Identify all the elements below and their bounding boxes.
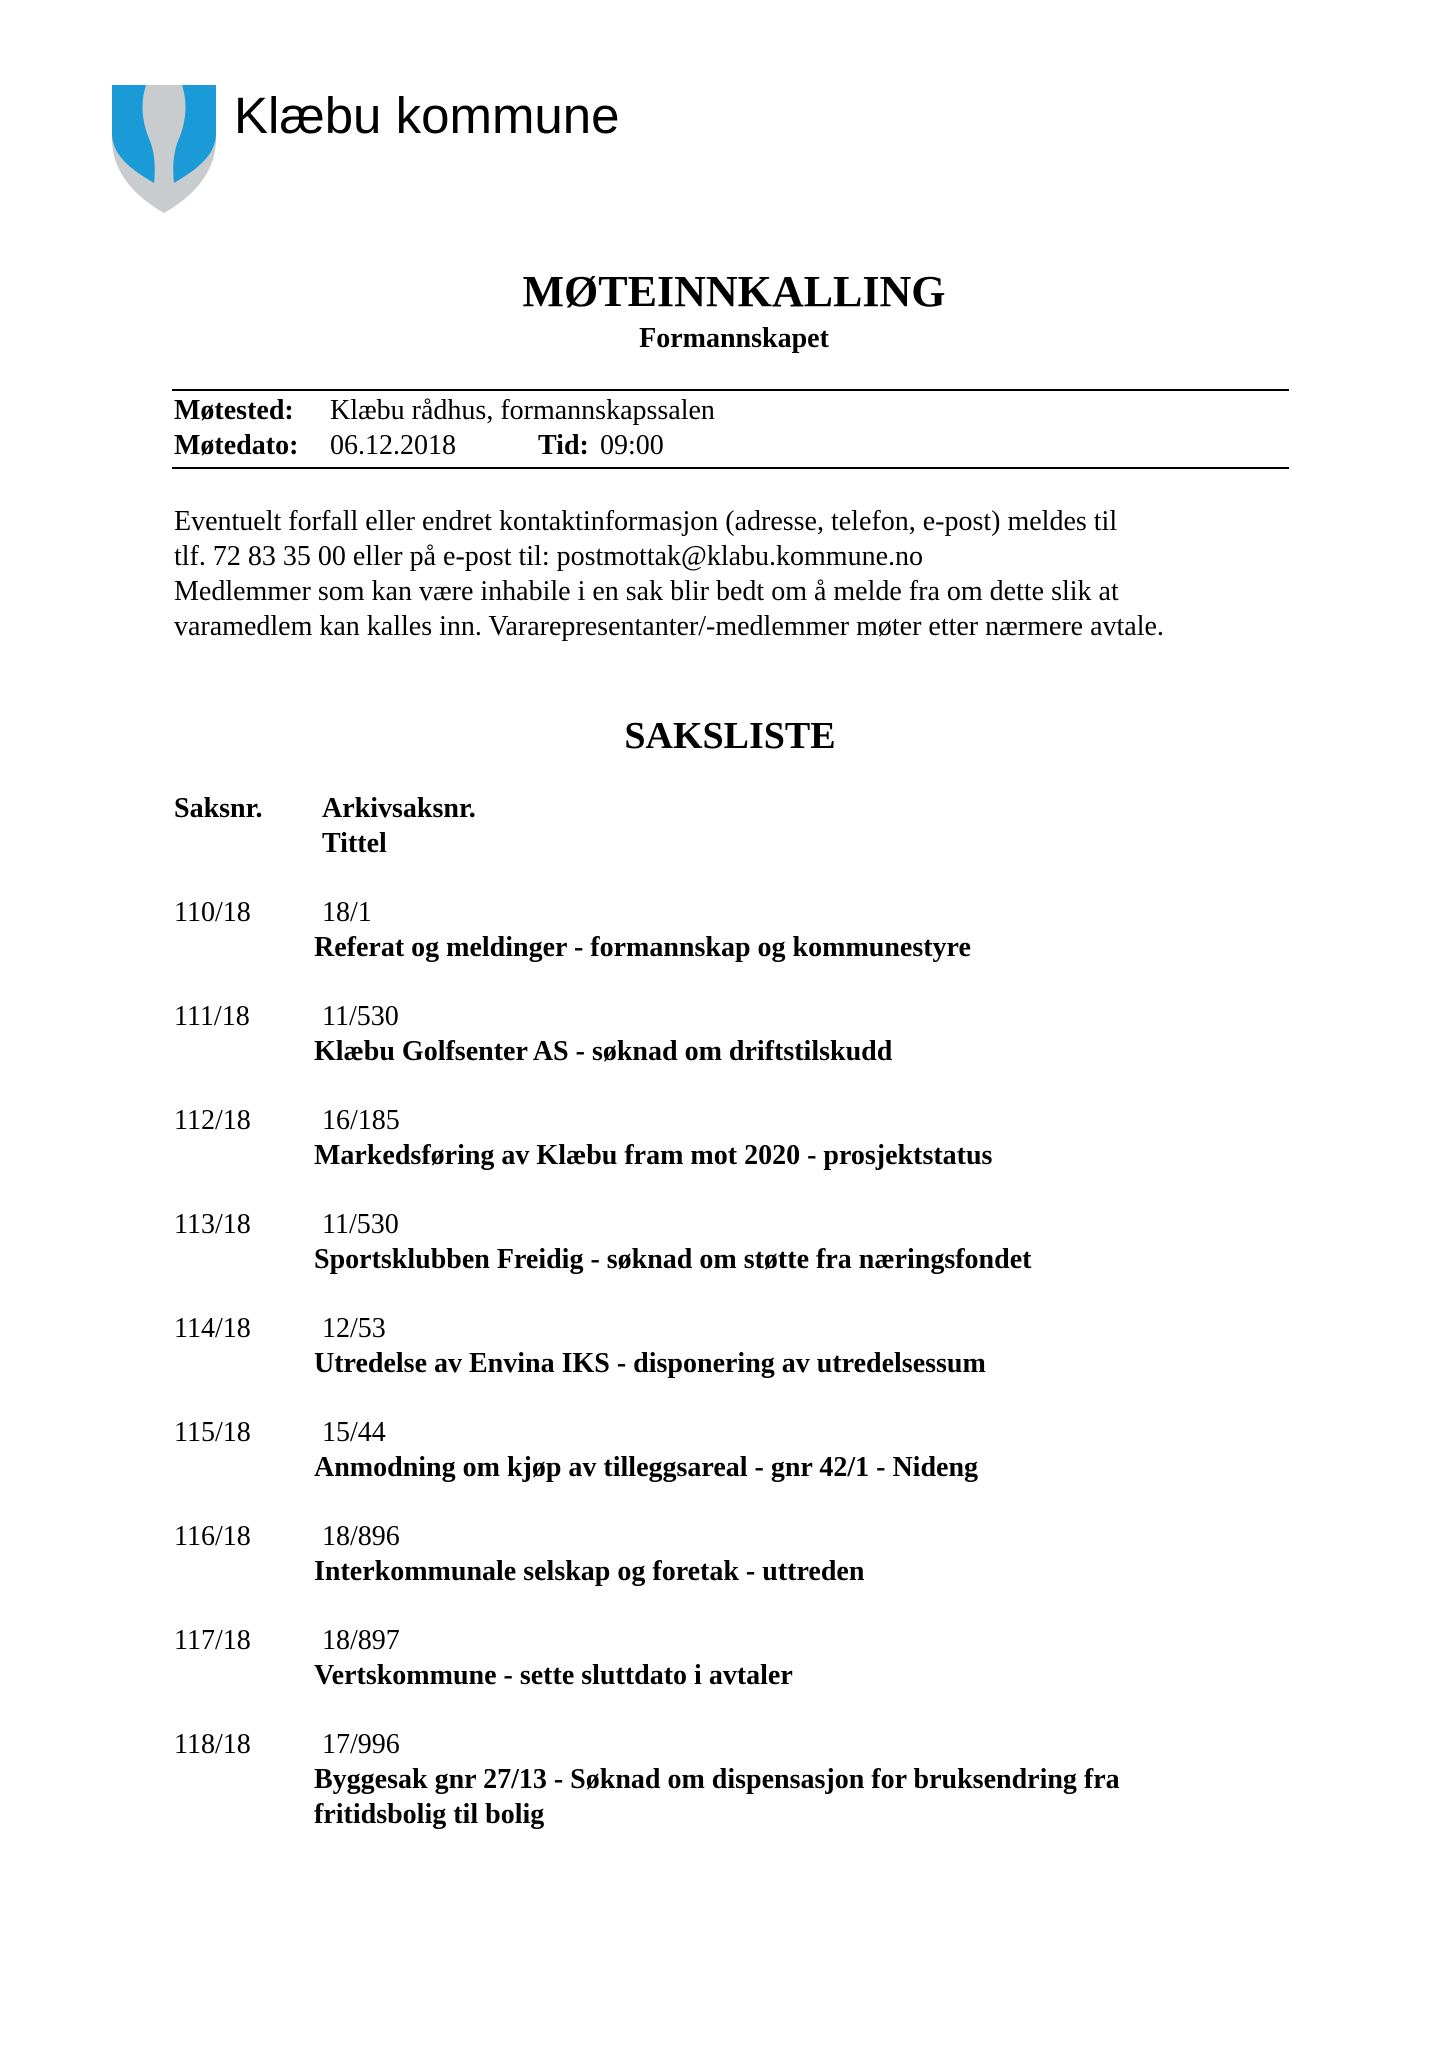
case-number: 114/18: [174, 1313, 251, 1344]
organization-name: Klæbu kommune: [234, 87, 620, 144]
meeting-place-label: Møtested:: [174, 395, 294, 426]
archive-number: 11/530: [322, 1001, 399, 1032]
meeting-date-row: [174, 429, 664, 463]
archive-number: 18/1: [322, 897, 372, 928]
case-number: 110/18: [174, 897, 251, 928]
case-title: Vertskommune - sette sluttdato i avtaler: [314, 1660, 793, 1691]
case-title: Klæbu Golfsenter AS - søknad om driftstilskudd: [314, 1036, 893, 1067]
coat-of-arms-icon: [112, 85, 216, 213]
document-title: MØTEINNKALLING: [522, 267, 946, 316]
meeting-time-value: 09:00: [600, 430, 664, 461]
case-title: Referat og meldinger - formannskap og kommunestyre: [314, 932, 971, 963]
meeting-time-label: Tid:: [538, 430, 589, 461]
case-title: Interkommunale selskap og foretak - uttreden: [314, 1556, 865, 1587]
case-number: 112/18: [174, 1105, 251, 1136]
archive-number: 18/896: [322, 1521, 400, 1552]
meeting-place-row: [174, 394, 715, 428]
case-number: 118/18: [174, 1729, 251, 1760]
archive-number: 12/53: [322, 1313, 386, 1344]
case-number: 111/18: [174, 1001, 250, 1032]
column-header-archive-no: Arkivsaksnr.: [322, 793, 476, 824]
case-title: Byggesak gnr 27/13 - Søknad om dispensasjon for bruksendring fra fritidsbolig til bolig: [314, 1764, 1120, 1830]
notice-line: Medlemmer som kan være inhabile i en sak blir bedt om å melde fra om dette slik at: [174, 576, 1119, 607]
meeting-date-label: Møtedato:: [174, 430, 299, 461]
notice-line: Eventuelt forfall eller endret kontaktinformasjon (adresse, telefon, e-post) meldes til: [174, 506, 1118, 537]
document-subtitle: Formannskapet: [639, 323, 829, 354]
archive-number: 16/185: [322, 1105, 400, 1136]
notice-text: [174, 504, 1294, 644]
case-number: 113/18: [174, 1209, 251, 1240]
divider: [172, 389, 1289, 391]
case-number: 117/18: [174, 1625, 251, 1656]
notice-line: varamedlem kan kalles inn. Vararepresentanter/-medlemmer møter etter nærmere avtale.: [174, 611, 1164, 642]
meeting-date-value: 06.12.2018: [330, 430, 456, 461]
case-title: Sportsklubben Freidig - søknad om støtte fra næringsfondet: [314, 1244, 1032, 1275]
case-list-title: SAKSLISTE: [624, 715, 836, 757]
case-title: Anmodning om kjøp av tilleggsareal - gnr 42/1 - Nideng: [314, 1452, 979, 1483]
column-header-case-no: Saksnr.: [174, 793, 263, 824]
case-title: Markedsføring av Klæbu fram mot 2020 - prosjektstatus: [314, 1140, 993, 1171]
archive-number: 18/897: [322, 1625, 400, 1656]
case-title: Utredelse av Envina IKS - disponering av utredelsessum: [314, 1348, 986, 1379]
archive-number: 17/996: [322, 1729, 400, 1760]
case-number: 115/18: [174, 1417, 251, 1448]
notice-line: tlf. 72 83 35 00 eller på e-post til: postmottak@klabu.kommune.no: [174, 541, 924, 572]
divider: [172, 467, 1289, 469]
meeting-place-value: Klæbu rådhus, formannskapssalen: [330, 395, 715, 426]
column-header-title: Tittel: [322, 828, 387, 859]
archive-number: 15/44: [322, 1417, 386, 1448]
case-number: 116/18: [174, 1521, 251, 1552]
archive-number: 11/530: [322, 1209, 399, 1240]
